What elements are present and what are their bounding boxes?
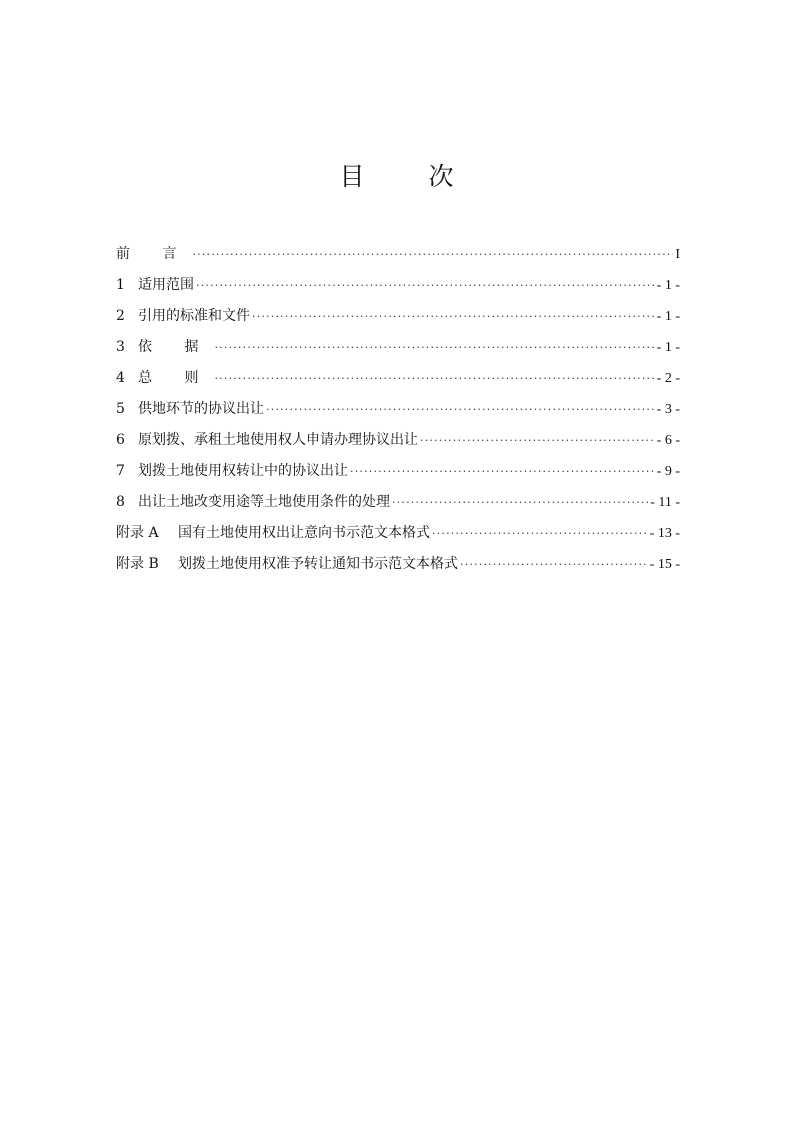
toc-entry-label: 国有土地使用权出让意向书示范文本格式 (178, 525, 430, 541)
toc-entry-number: 3 (116, 339, 125, 355)
table-of-contents (116, 239, 680, 580)
toc-entry-1[interactable] (116, 270, 680, 301)
toc-entry-appendix-a[interactable] (116, 518, 680, 549)
toc-page-number: - 1 - (656, 309, 680, 324)
toc-entry-label: 原划拨、承租土地使用权人申请办理协议出让 (138, 432, 418, 448)
toc-entry-2[interactable] (116, 301, 680, 332)
toc-entry-label: 前 言 (116, 246, 191, 262)
toc-entry-3[interactable] (116, 332, 680, 363)
toc-entry-label: 适用范围 (138, 277, 194, 293)
toc-page-number: - 15 - (649, 557, 680, 572)
toc-page-number: - 9 - (656, 464, 680, 479)
toc-entry-5[interactable] (116, 394, 680, 425)
toc-page-number: - 1 - (656, 340, 680, 355)
toc-entry-label: 供地环节的协议出让 (138, 401, 264, 417)
toc-entry-number: 附录 B (116, 556, 159, 572)
toc-entry-number: 2 (116, 308, 125, 324)
toc-dot-leader (266, 394, 655, 425)
toc-entry-4[interactable] (116, 363, 680, 394)
toc-page-number: - 6 - (656, 433, 680, 448)
toc-page-number: - 11 - (650, 495, 680, 510)
toc-entry-appendix-b[interactable] (116, 549, 680, 580)
toc-dot-leader (196, 270, 655, 301)
toc-entry-foreword[interactable] (116, 239, 680, 270)
toc-dot-leader (214, 363, 654, 394)
toc-entry-label: 划拨土地使用权准予转让通知书示范文本格式 (178, 556, 458, 572)
toc-entry-number: 1 (116, 277, 125, 293)
toc-entry-label: 划拨土地使用权转让中的协议出让 (138, 463, 348, 479)
toc-page-number: - 1 - (656, 278, 680, 293)
toc-page-number: - 3 - (656, 402, 680, 417)
toc-dot-leader (420, 425, 655, 456)
toc-entry-7[interactable] (116, 456, 680, 487)
toc-entry-label: 依 据 (138, 339, 213, 355)
toc-entry-label: 引用的标准和文件 (138, 308, 250, 324)
toc-entry-label: 出让土地改变用途等土地使用条件的处理 (138, 494, 390, 510)
toc-dot-leader (350, 456, 655, 487)
toc-dot-leader (432, 518, 648, 549)
toc-dot-leader (214, 332, 654, 363)
toc-entry-number: 5 (116, 401, 125, 417)
toc-dot-leader (392, 487, 648, 518)
toc-dot-leader (192, 239, 673, 270)
toc-entry-label: 总 则 (138, 370, 213, 386)
toc-entry-number: 4 (116, 370, 125, 386)
toc-dot-leader (460, 549, 648, 580)
toc-page-number: - 2 - (656, 371, 680, 386)
toc-entry-6[interactable] (116, 425, 680, 456)
toc-entry-number: 8 (116, 494, 125, 510)
toc-dot-leader (252, 301, 655, 332)
toc-entry-number: 6 (116, 432, 125, 448)
toc-entry-number: 7 (116, 463, 125, 479)
toc-entry-8[interactable] (116, 487, 680, 518)
page-title: 目 次 (339, 162, 482, 191)
toc-entry-number: 附录 A (116, 525, 159, 541)
toc-page-number: - 13 - (649, 526, 680, 541)
toc-page-number: I (675, 247, 680, 262)
